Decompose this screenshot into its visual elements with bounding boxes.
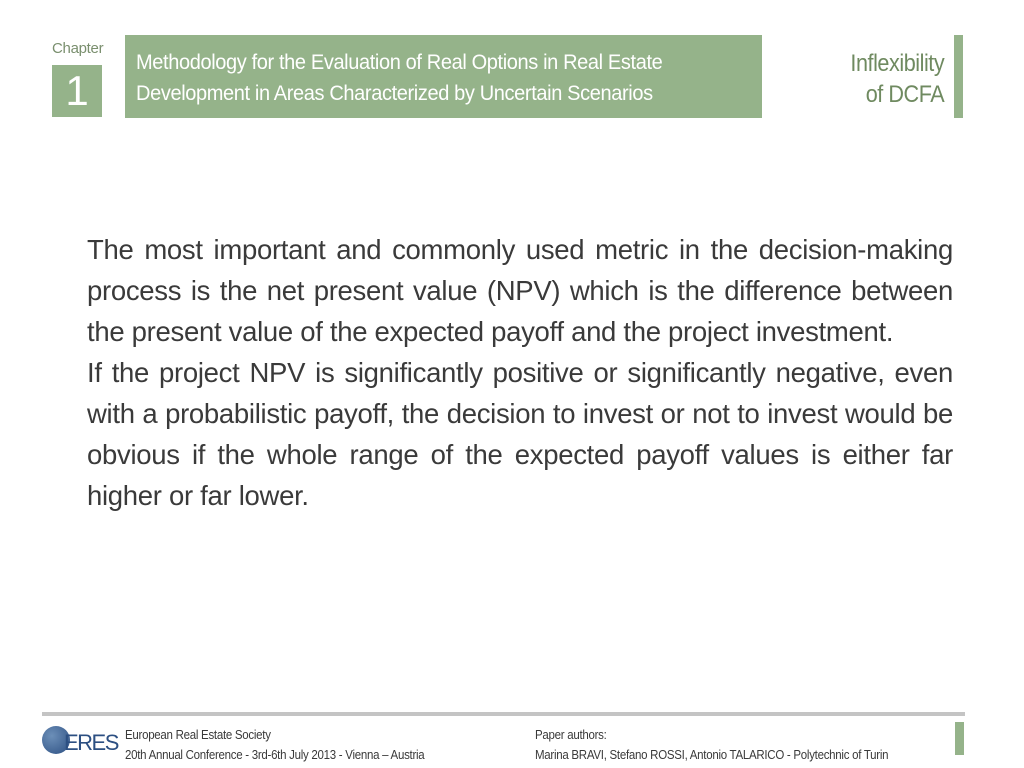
chapter-number: 1	[52, 65, 102, 117]
slide-body	[87, 229, 953, 516]
section-accent-bar	[954, 35, 963, 118]
eres-logo	[42, 724, 118, 760]
authors-names: Marina BRAVI, Stefano ROSSI, Antonio TALARICO - Polytechnic of Turin	[535, 748, 889, 762]
title-line-1: Methodology for the Evaluation of Real Options in Real Estate	[136, 50, 663, 74]
chapter-label: Chapter	[52, 40, 104, 57]
footer-organization	[125, 725, 424, 765]
section-title-line-2: of DCFA	[865, 81, 944, 108]
footer-accent-bar	[955, 722, 964, 755]
title-line-2: Development in Areas Characterized by Uncertain Scenarios	[136, 81, 653, 105]
footer-authors	[535, 725, 888, 765]
org-name: European Real Estate Society	[125, 728, 271, 742]
footer-divider	[42, 712, 965, 716]
section-title-line-1: Inflexibility	[850, 50, 944, 77]
conference-info: 20th Annual Conference - 3rd-6th July 2013 - Vienna – Austria	[125, 748, 425, 762]
logo-text: ERES	[64, 730, 118, 755]
body-paragraph-1: The most important and commonly used metric in the decision-making process is the net present value (NPV) which is the difference between the present value of the expected payoff and the project investment.	[87, 234, 953, 347]
title-banner	[125, 35, 762, 118]
authors-label: Paper authors:	[535, 728, 607, 742]
body-paragraph-2: If the project NPV is significantly positive or significantly negative, even with a probabilistic payoff, the decision to invest or not to invest would be obvious if the whole range of the expected payoff values is either far higher or far lower.	[87, 357, 953, 511]
section-title	[850, 48, 944, 110]
